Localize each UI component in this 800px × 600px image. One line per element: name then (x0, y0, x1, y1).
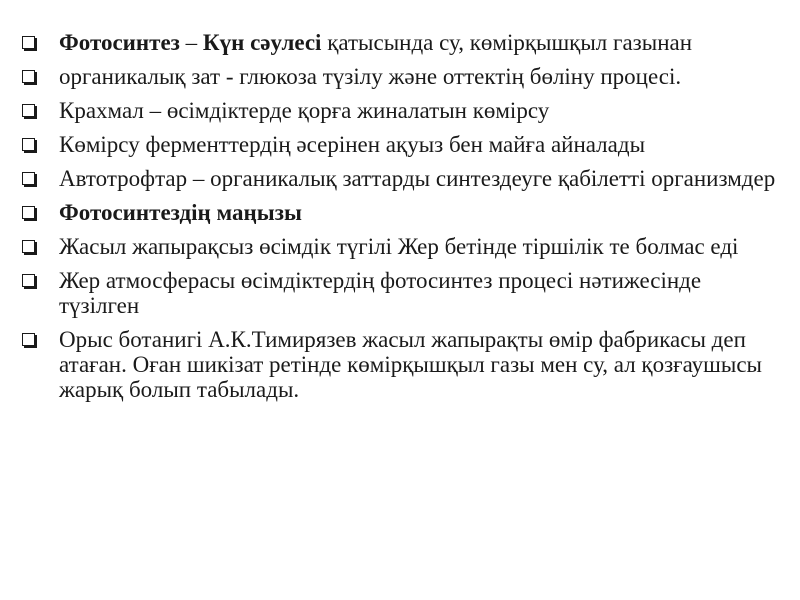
list-item (22, 200, 782, 225)
bullet-text: Орыс ботанигі А.К.Тимирязев жасыл жапырақты өмір фабрикасы деп атаған. Оған шикізат ретінде көмірқышқыл газы мен су, ал қозғаушысы жарық болып табылады. (59, 327, 762, 402)
list-item (22, 30, 782, 55)
bullet-text: Крахмал – өсімдіктерде қорға жиналатын көмірсу (59, 98, 550, 123)
bullet-text (59, 30, 782, 55)
checkbox-bullet-icon (22, 104, 35, 117)
bullet-list (22, 30, 782, 411)
bullet-text: органикалық зат - глюкоза түзілу және оттектің бөліну процесі. (59, 64, 682, 89)
list-item (22, 268, 782, 318)
bullet-text: Автотрофтар – органикалық заттарды синтездеуге қабілетті организмдер (59, 166, 776, 191)
definition-text: қатысында су, көмірқышқыл газынан (321, 30, 693, 55)
list-item (22, 166, 782, 191)
dash: – (179, 30, 203, 55)
checkbox-bullet-icon (22, 36, 35, 49)
checkbox-bullet-icon (22, 206, 35, 219)
list-item (22, 98, 782, 123)
list-item (22, 327, 782, 402)
checkbox-bullet-icon (22, 274, 35, 287)
section-heading: Фотосинтездің маңызы (59, 200, 302, 225)
term-sunlight: Күн сәулесі (202, 30, 322, 55)
list-item (22, 234, 782, 259)
bullet-text: Жер атмосферасы өсімдіктердің фотосинтез процесі нәтижесінде түзілген (59, 268, 702, 318)
bullet-text: Көмірсу ферменттердің әсерінен ақуыз бен майға айналады (59, 132, 646, 157)
bullet-text: Жасыл жапырақсыз өсімдік түгілі Жер бетінде тіршілік те болмас еді (59, 234, 739, 259)
checkbox-bullet-icon (22, 240, 35, 253)
list-item (22, 64, 782, 89)
checkbox-bullet-icon (22, 172, 35, 185)
list-item (22, 132, 782, 157)
term-photosynthesis: Фотосинтез (59, 30, 180, 55)
checkbox-bullet-icon (22, 333, 35, 346)
checkbox-bullet-icon (22, 138, 35, 151)
checkbox-bullet-icon (22, 70, 35, 83)
bullet-text (59, 200, 782, 225)
